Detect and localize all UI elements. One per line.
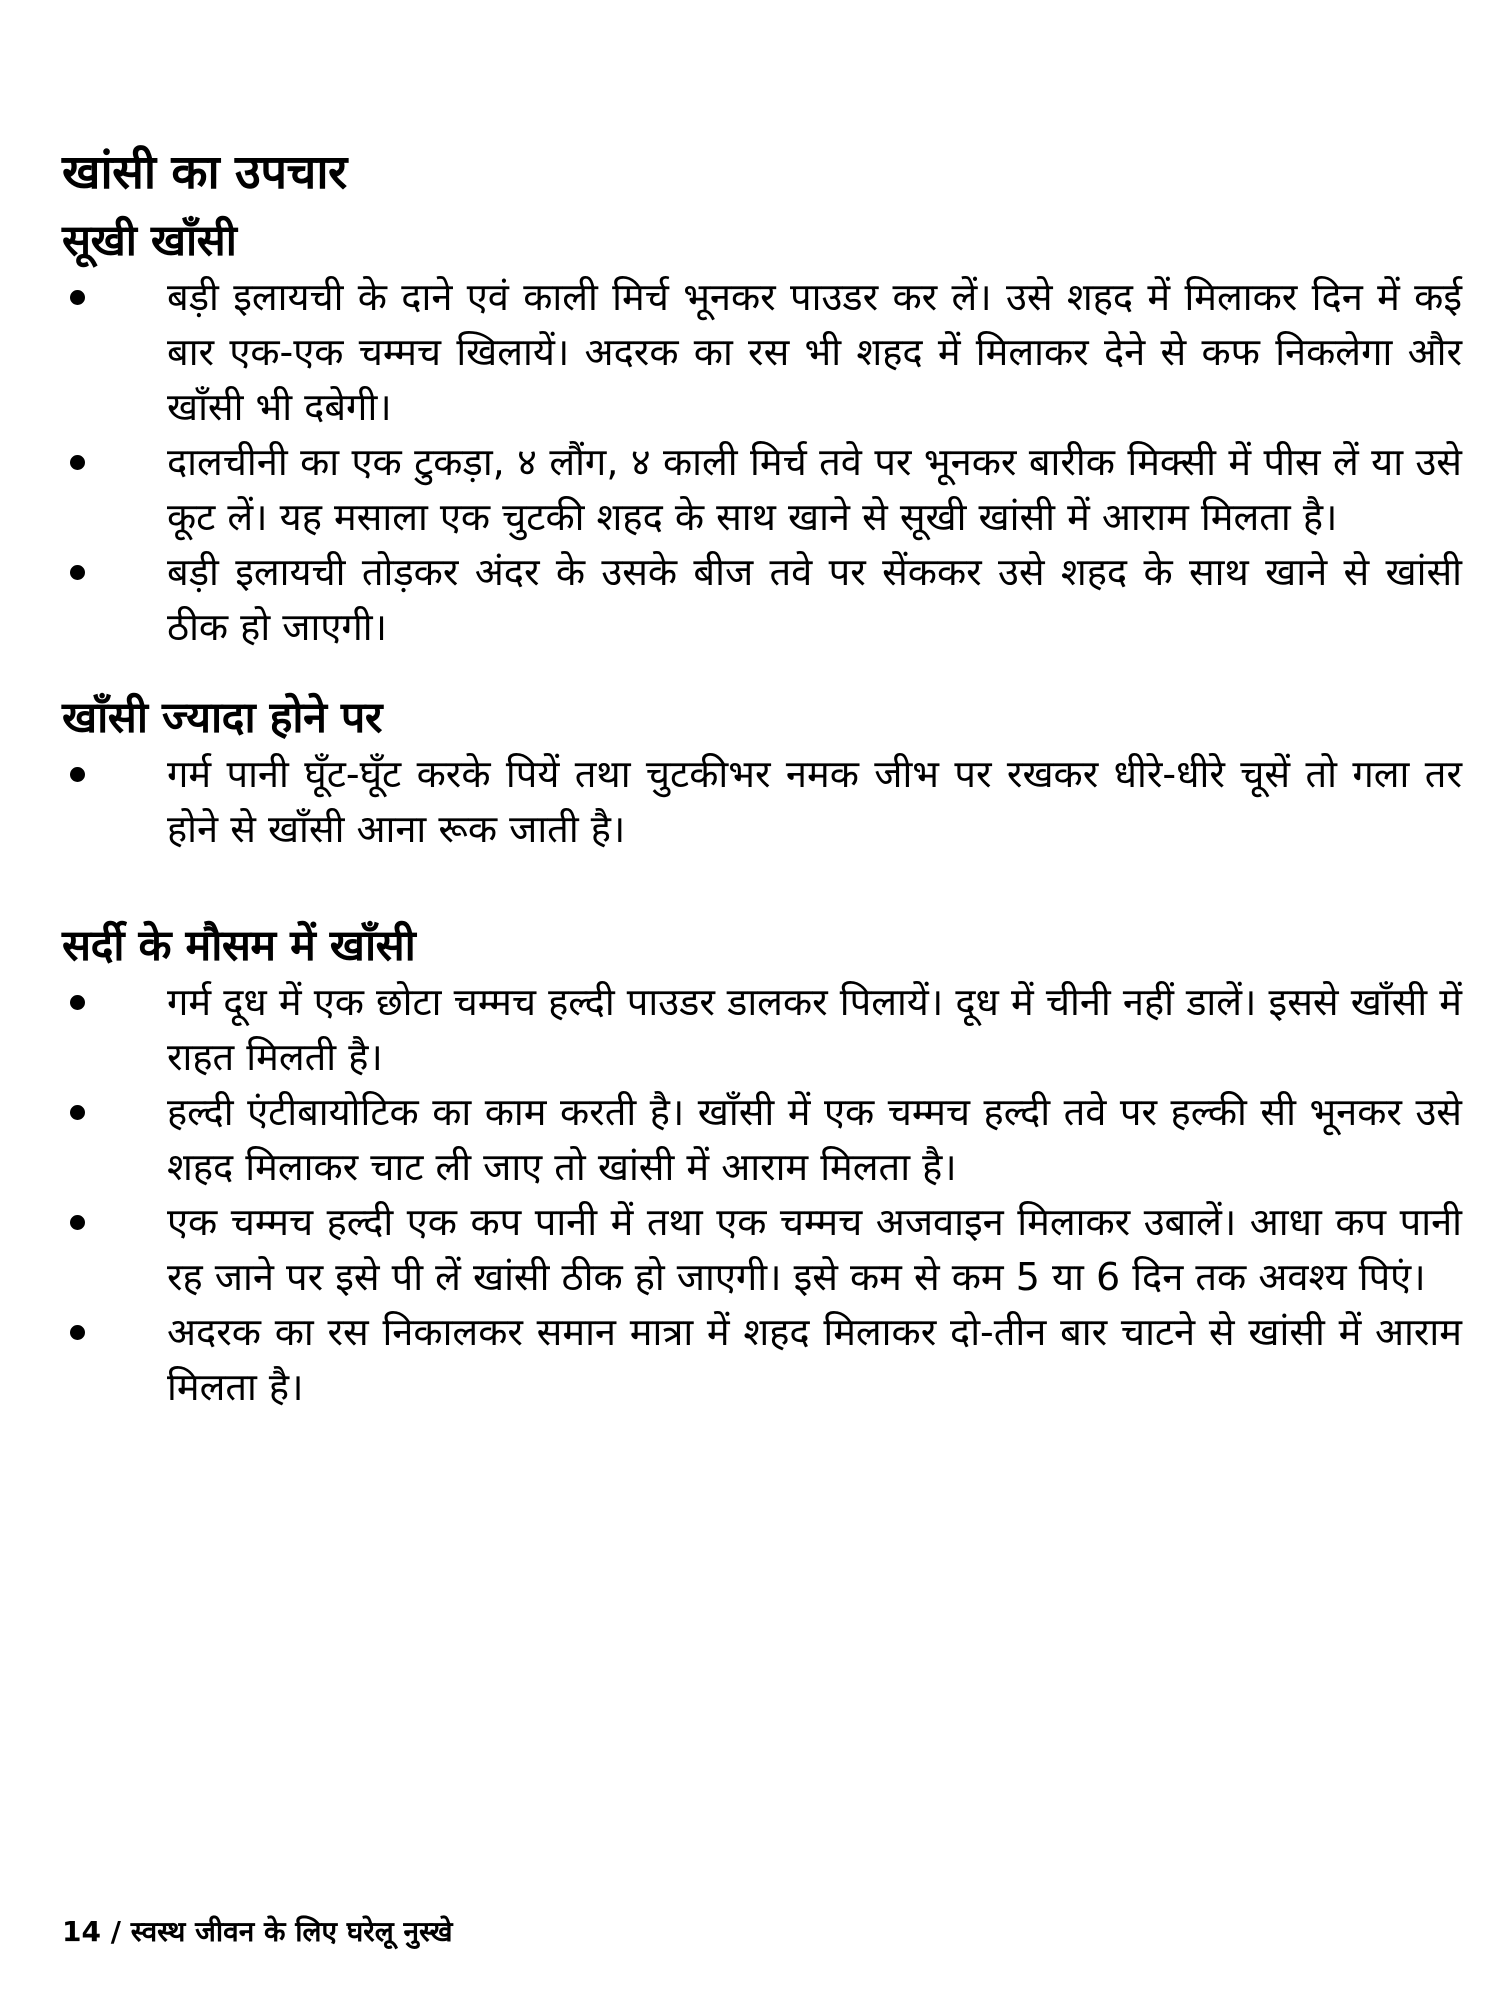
list-item <box>62 1085 1462 1195</box>
bullet-icon <box>70 1105 85 1120</box>
section-heading: खाँसी ज्यादा होने पर <box>62 693 382 743</box>
footer-separator: / <box>100 1915 131 1948</box>
bullet-icon <box>70 1215 85 1230</box>
list-item-text: हल्दी एंटीबायोटिक का काम करती है। खाँसी में एक चम्मच हल्दी तवे पर हल्की सी भूनकर उसे शहद मिलाकर चाट ली जाए तो खांसी में आराम मिलता है। <box>167 1090 1462 1189</box>
list-item <box>62 545 1462 655</box>
list-item-text: गर्म दूध में एक छोटा चम्मच हल्दी पाउडर डालकर पिलायें। दूध में चीनी नहीं डालें। इससे खाँसी में राहत मिलती है। <box>167 980 1462 1079</box>
list-item-text: बड़ी इलायची के दाने एवं काली मिर्च भूनकर पाउडर कर लें। उसे शहद में मिलाकर दिन में कई बार एक-एक चम्मच खिलायें। अदरक का रस भी शहद में मिलाकर देने से कफ निकलेगा और खाँसी भी दबेगी। <box>167 275 1462 429</box>
list-item-text: गर्म पानी घूँट-घूँट करके पियें तथा चुटकीभर नमक जीभ पर रखकर धीरे-धीरे चूसें तो गला तर होने से खाँसी आना रूक जाती है। <box>167 752 1462 851</box>
book-title: स्वस्थ जीवन के लिए घरेलू नुस्खे <box>130 1915 453 1948</box>
section-heading: सूखी खाँसी <box>62 216 237 266</box>
bullet-icon <box>70 1325 85 1340</box>
bullet-icon <box>70 565 85 580</box>
bullet-icon <box>70 290 85 305</box>
bullet-icon <box>70 455 85 470</box>
bullet-icon <box>70 767 85 782</box>
list-item <box>62 270 1462 435</box>
list-item-text: अदरक का रस निकालकर समान मात्रा में शहद मिलाकर दो-तीन बार चाटने से खांसी में आराम मिलता है। <box>167 1310 1462 1409</box>
page-title: खांसी का उपचार <box>62 145 347 200</box>
list-item <box>62 975 1462 1085</box>
list-item <box>62 747 1462 857</box>
section-winter-cough <box>62 917 1462 1415</box>
list-item-text: एक चम्मच हल्दी एक कप पानी में तथा एक चम्मच अजवाइन मिलाकर उबालें। आधा कप पानी रह जाने पर इसे पी लें खांसी ठीक हो जाएगी। इसे कम से कम 5 या 6 दिन तक अवश्य पिएं। <box>167 1200 1462 1299</box>
page-number: 14 <box>62 1915 101 1948</box>
page-footer <box>62 1912 453 1950</box>
section-dry-cough <box>62 212 1462 655</box>
page-content <box>62 140 1462 1449</box>
bullet-icon <box>70 995 85 1010</box>
remedy-list <box>62 975 1462 1415</box>
list-item <box>62 435 1462 545</box>
list-item-text: बड़ी इलायची तोड़कर अंदर के उसके बीज तवे पर सेंककर उसे शहद के साथ खाने से खांसी ठीक हो जाएगी। <box>167 550 1462 649</box>
section-severe-cough <box>62 689 1462 857</box>
list-item <box>62 1195 1462 1305</box>
remedy-list <box>62 270 1462 655</box>
list-item-text: दालचीनी का एक टुकड़ा, ४ लौंग, ४ काली मिर्च तवे पर भूनकर बारीक मिक्सी में पीस लें या उसे कूट लें। यह मसाला एक चुटकी शहद के साथ खाने से सूखी खांसी में आराम मिलता है। <box>167 440 1462 539</box>
remedy-list <box>62 747 1462 857</box>
list-item <box>62 1305 1462 1415</box>
section-heading: सर्दी के मौसम में खाँसी <box>62 921 416 971</box>
